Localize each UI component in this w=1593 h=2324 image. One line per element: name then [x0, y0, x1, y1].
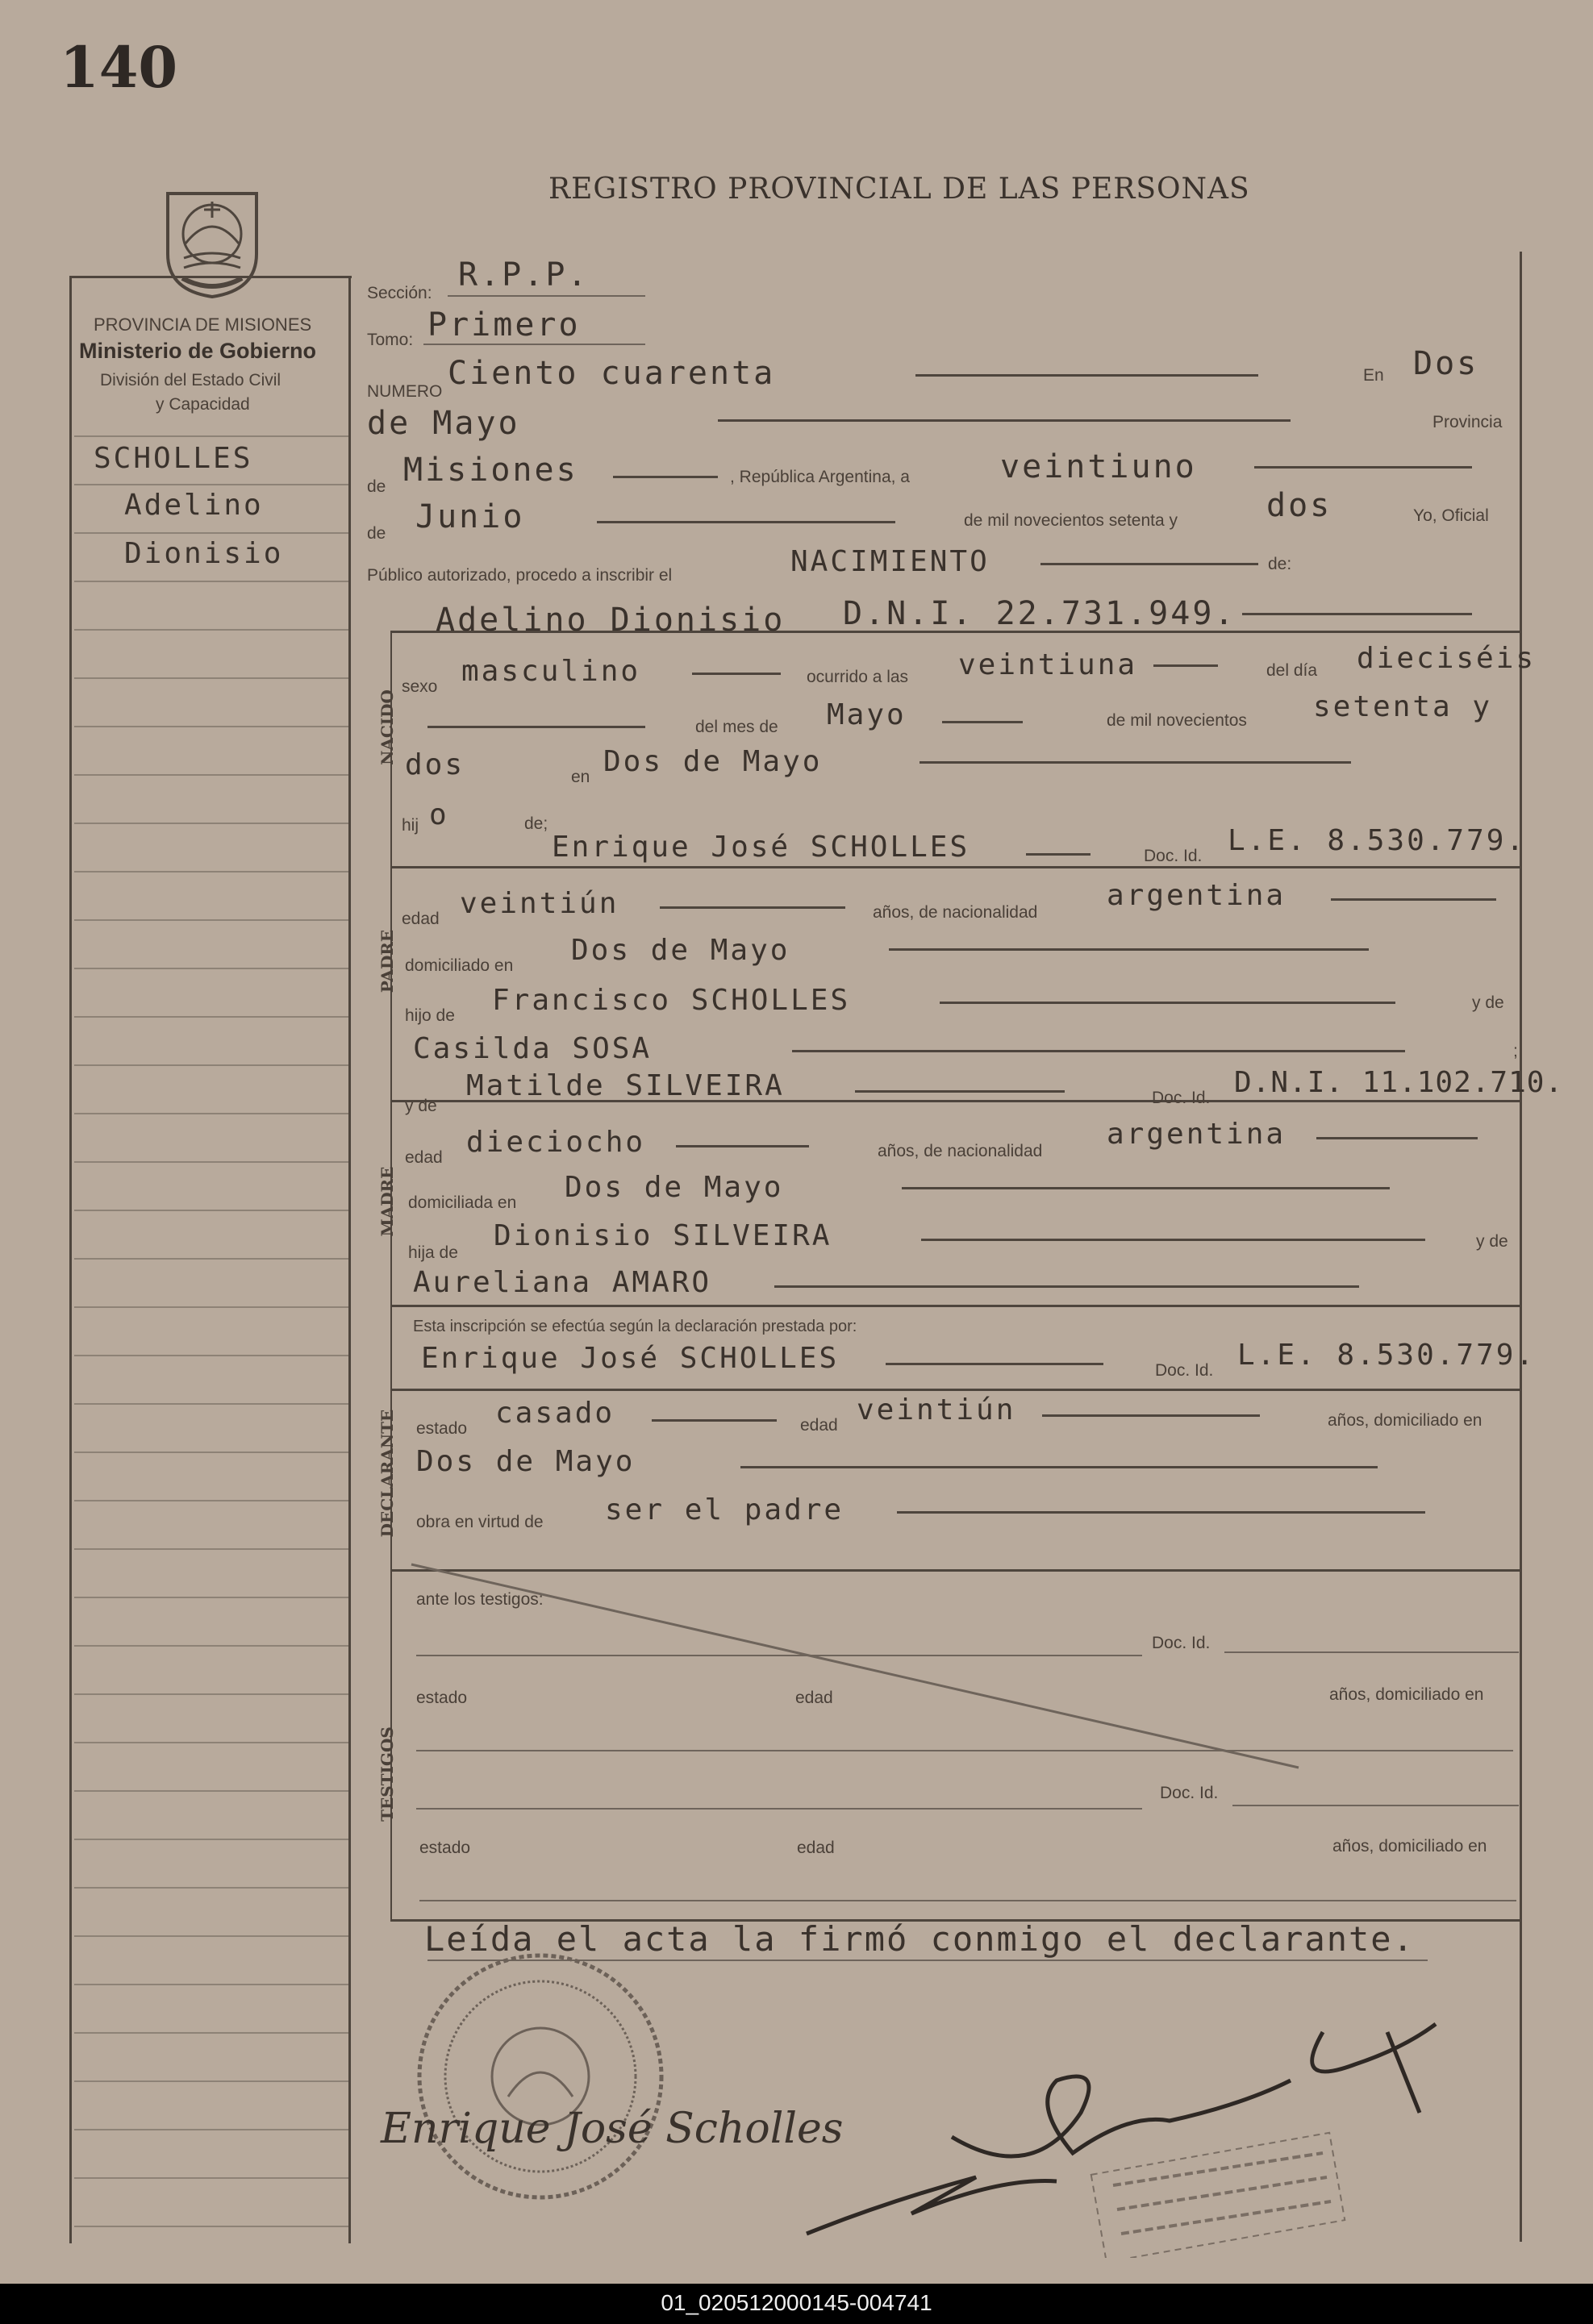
label-obra: obra en virtud de	[416, 1513, 544, 1531]
label-numero: NUMERO	[367, 382, 443, 401]
margin-name-2: Dionisio	[124, 537, 284, 570]
image-identifier: 01_020512000145-004741	[661, 2290, 932, 2315]
label-hij: hij	[402, 816, 419, 835]
value-ano: dos	[1266, 487, 1332, 524]
label-hija-de: hija de	[408, 1243, 458, 1262]
value-decl-obra: ser el padre	[605, 1493, 844, 1526]
header-province: PROVINCIA DE MISIONES	[94, 314, 312, 335]
value-padre-dom: Dos de Mayo	[571, 934, 790, 967]
margin-rule	[74, 1645, 348, 1647]
value-mes: Junio	[415, 498, 525, 535]
value-madre-dom: Dos de Mayo	[565, 1171, 784, 1204]
label-doc-id-5: Doc. Id.	[1160, 1784, 1219, 1802]
label-ocurrido: ocurrido a las	[807, 668, 909, 686]
margin-rule	[74, 1355, 348, 1356]
label-domiciliada: domiciliada en	[408, 1193, 517, 1212]
line-padre-hijo-de	[940, 1002, 1395, 1004]
value-seccion: R.P.P.	[458, 256, 590, 294]
value-dni: D.N.I. 22.731.949.	[843, 595, 1236, 632]
line-padre-nombre	[1026, 853, 1090, 856]
line-mes	[597, 521, 895, 523]
value-dia: veintiuno	[1000, 448, 1197, 485]
margin-rule	[74, 484, 348, 485]
label-de-colon: de:	[1268, 555, 1292, 573]
label-de-2: de	[367, 524, 386, 543]
label-inscripcion: Esta inscripción se efectúa según la declaración prestada por:	[413, 1318, 857, 1335]
value-decl-estado: casado	[495, 1397, 615, 1430]
line-place	[718, 419, 1291, 422]
label-de-mil-nov: de mil novecientos	[1107, 711, 1247, 730]
label-de-semicolon: de;	[524, 814, 548, 833]
label-edad-madre: edad	[405, 1148, 443, 1167]
line-madre-madre	[774, 1285, 1359, 1288]
line-testigo-2-doc	[1232, 1805, 1519, 1806]
margin-rule	[74, 581, 348, 582]
margin-rule	[74, 1451, 348, 1453]
value-closing: Leída el acta la firmó conmigo el declarante.	[424, 1919, 1415, 1959]
value-en-place-cont: de Mayo	[367, 405, 520, 442]
margin-rule	[74, 1500, 348, 1501]
label-edad-decl: edad	[800, 1416, 838, 1435]
margin-rule	[74, 919, 348, 921]
margin-rule	[74, 871, 348, 873]
margin-rule	[74, 1742, 348, 1743]
margin-rule	[74, 774, 348, 776]
value-en-place: Dos	[1413, 345, 1479, 382]
label-sexo: sexo	[402, 677, 438, 696]
value-madre-hija-de: Dionisio SILVEIRA	[494, 1219, 832, 1252]
line-nombre	[1242, 613, 1472, 615]
margin-rule	[74, 1548, 348, 1550]
value-decl-nombre: Enrique José SCHOLLES	[421, 1342, 840, 1375]
line-tomo	[423, 344, 645, 345]
value-padre-madre: Casilda SOSA	[413, 1032, 653, 1065]
label-del-mes: del mes de	[695, 718, 778, 736]
value-nombre: Adelino Dionisio	[436, 602, 786, 639]
line-mes-nac	[942, 721, 1023, 723]
value-dia-nac: dieciséis	[1357, 642, 1537, 675]
margin-rule	[74, 2032, 348, 2034]
margin-rule	[74, 1306, 348, 1308]
label-anos-dom-t2: años, domiciliado en	[1332, 1837, 1487, 1855]
margin-rule	[74, 1016, 348, 1018]
value-mes-nac: Mayo	[827, 698, 907, 731]
label-en-nac: en	[571, 768, 590, 786]
value-provincia: Misiones	[403, 452, 578, 489]
value-padre-hijo-de: Francisco SCHOLLES	[492, 984, 851, 1017]
label-hijo-de: hijo de	[405, 1006, 455, 1025]
section-padre: PADRE	[377, 929, 397, 993]
line-seccion	[448, 295, 645, 297]
header-top-rule	[69, 276, 352, 278]
margin-rule	[74, 1597, 348, 1598]
label-publico: Público autorizado, procedo a inscribir el	[367, 566, 673, 585]
coat-of-arms-icon	[152, 177, 273, 298]
label-domiciliado-padre: domiciliado en	[405, 956, 514, 975]
label-y-de-madre-2: y de	[1476, 1232, 1508, 1251]
margin-rule	[74, 2080, 348, 2082]
label-de-1: de	[367, 477, 386, 496]
value-numero: Ciento cuarenta	[448, 355, 776, 392]
line-decl-estado	[652, 1419, 777, 1422]
margin-rule	[74, 1887, 348, 1889]
value-lugar-nac: Dos de Mayo	[603, 745, 823, 778]
value-sexo: masculino	[461, 655, 641, 688]
header-division: División del Estado Civil	[100, 371, 281, 389]
value-decl-dom: Dos de Mayo	[416, 1445, 636, 1478]
line-padre-madre	[792, 1050, 1405, 1052]
label-anos-dom-t1: años, domiciliado en	[1329, 1685, 1484, 1704]
margin-rule	[74, 1984, 348, 1985]
cancel-stroke	[403, 1556, 1315, 1782]
margin-rule	[74, 823, 348, 824]
line-provincia	[613, 476, 718, 478]
value-madre-edad: dieciocho	[466, 1126, 646, 1159]
form-title: REGISTRO PROVINCIAL DE LAS PERSONAS	[548, 173, 1250, 206]
margin-rule	[74, 1403, 348, 1405]
section-testigos: TESTIGOS	[377, 1726, 397, 1822]
line-acto	[1040, 563, 1258, 565]
label-provincia: Provincia	[1432, 413, 1503, 431]
line-madre-dom	[902, 1187, 1390, 1189]
margin-rule	[74, 1693, 348, 1695]
value-madre-nombre: Matilde SILVEIRA	[466, 1069, 785, 1102]
label-semicolon: ;	[1513, 1042, 1518, 1060]
value-madre-madre: Aureliana AMARO	[413, 1266, 712, 1299]
value-ano-nac-cont: dos	[405, 748, 465, 781]
value-acto: NACIMIENTO	[790, 545, 990, 578]
margin-rule	[74, 2226, 348, 2227]
line-madre-hija-de	[921, 1239, 1425, 1241]
value-padre-nac: argentina	[1107, 879, 1286, 912]
label-estado-decl: estado	[416, 1419, 468, 1438]
line-padre-nac	[1331, 898, 1496, 901]
officer-signature	[790, 2016, 1468, 2258]
value-padre-doc: L.E. 8.530.779.	[1228, 824, 1527, 857]
header-ministry: Ministerio de Gobierno	[79, 339, 317, 363]
label-de-mil-nov-y: de mil novecientos setenta y	[964, 511, 1178, 530]
margin-rule	[74, 1210, 348, 1211]
left-margin-border	[69, 276, 72, 2243]
label-y-de-padre: y de	[1472, 993, 1504, 1012]
line-testigo-2	[416, 1808, 1142, 1810]
main-column-border	[348, 276, 351, 2243]
line-madre-nombre	[855, 1090, 1065, 1093]
label-yo-oficial: Yo, Oficial	[1413, 506, 1489, 525]
line-padre-edad	[660, 906, 845, 909]
line-padre-dom	[889, 948, 1369, 951]
line-numero	[915, 374, 1258, 377]
value-ano-nac: setenta y	[1313, 690, 1493, 723]
label-y-de-madre: y de	[405, 1097, 437, 1115]
margin-rule	[74, 677, 348, 679]
section-declarante: DECLARANTE	[377, 1409, 397, 1538]
madre-declarante-rule	[390, 1305, 1520, 1307]
value-padre-nombre: Enrique José SCHOLLES	[552, 831, 970, 864]
line-lugar-nac	[920, 761, 1351, 764]
line-decl-obra	[897, 1511, 1425, 1514]
value-hij-suffix: o	[429, 798, 449, 831]
line-decl-nombre	[886, 1363, 1103, 1365]
margin-surname: SCHOLLES	[94, 442, 253, 475]
label-anos-dom-decl: años, domiciliado en	[1328, 1411, 1482, 1430]
label-anos-nac-padre: años, de nacionalidad	[873, 903, 1038, 922]
page-number: 140	[60, 34, 178, 101]
line-decl-dom	[740, 1466, 1378, 1468]
line-madre-nac	[1316, 1137, 1478, 1139]
line-decl-edad	[1042, 1414, 1260, 1417]
header-division-2: y Capacidad	[156, 395, 250, 414]
margin-rule	[74, 2129, 348, 2130]
line-madre-edad	[676, 1145, 809, 1147]
margin-rule	[74, 1161, 348, 1163]
label-anos-nac-madre: años, de nacionalidad	[878, 1142, 1043, 1160]
margin-rule	[74, 2177, 348, 2179]
right-border	[1520, 252, 1522, 2242]
label-estado-t2: estado	[419, 1839, 471, 1857]
label-tomo: Tomo:	[367, 331, 414, 349]
label-seccion: Sección:	[367, 284, 432, 302]
label-del-dia: del día	[1266, 661, 1318, 680]
margin-rule	[74, 1258, 348, 1260]
line-sexo	[692, 673, 781, 675]
value-hora: veintiuna	[958, 648, 1138, 681]
line-dia-cont	[427, 726, 645, 728]
label-ante: ante los testigos:	[416, 1590, 544, 1609]
declarante-testigos-rule	[390, 1389, 1520, 1391]
nacido-padre-rule	[390, 866, 1520, 868]
section-nacido: NACIDO	[377, 689, 397, 765]
value-decl-doc: L.E. 8.530.779.	[1237, 1339, 1537, 1372]
line-testigo-2-dom	[419, 1900, 1516, 1901]
line-hora	[1153, 664, 1218, 667]
value-madre-nac: argentina	[1107, 1118, 1286, 1151]
value-madre-doc: D.N.I. 11.102.710.	[1234, 1066, 1564, 1099]
label-republica: , República Argentina, a	[730, 468, 910, 486]
label-doc-id-4: Doc. Id.	[1152, 1634, 1211, 1652]
value-signature: Enrique José Scholles	[381, 2105, 844, 2153]
label-doc-id-3: Doc. Id.	[1155, 1361, 1214, 1380]
margin-rule	[74, 629, 348, 631]
section-madre: MADRE	[377, 1166, 397, 1237]
label-edad-t2: edad	[797, 1839, 835, 1857]
margin-rule	[74, 968, 348, 969]
margin-rule	[74, 1113, 348, 1114]
label-doc-id-1: Doc. Id.	[1144, 847, 1203, 865]
value-padre-edad: veintiún	[460, 887, 619, 920]
label-edad-t1: edad	[795, 1689, 833, 1707]
label-estado-t1: estado	[416, 1689, 468, 1707]
value-decl-edad: veintiún	[857, 1393, 1016, 1426]
margin-rule	[74, 1064, 348, 1066]
value-tomo: Primero	[427, 306, 581, 344]
margin-rule	[74, 532, 348, 534]
margin-rule	[74, 1935, 348, 1937]
margin-rule	[74, 1790, 348, 1792]
margin-rule	[74, 435, 348, 437]
official-stamp	[411, 1943, 669, 2209]
label-edad-padre: edad	[402, 910, 440, 928]
label-en: En	[1363, 366, 1384, 385]
label-doc-id-2: Doc. Id.	[1152, 1089, 1211, 1107]
line-dia	[1254, 466, 1472, 469]
margin-name-1: Adelino	[124, 489, 264, 522]
margin-rule	[74, 1839, 348, 1840]
margin-rule	[74, 726, 348, 727]
